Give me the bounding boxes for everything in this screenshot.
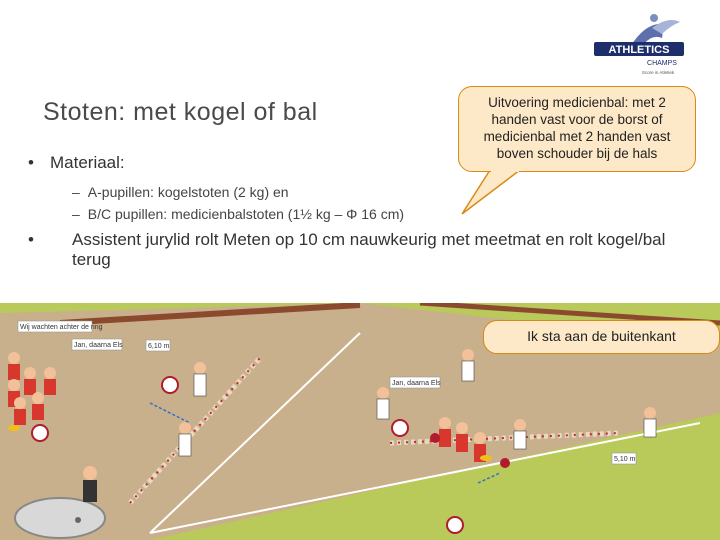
label-right-mid xyxy=(390,377,441,388)
svg-text:Jan, daarna Els: Jan, daarna Els xyxy=(392,380,441,387)
subitem-bc-pupillen xyxy=(72,206,404,222)
sub-text: A-pupillen: kogelstoten (2 kg) en xyxy=(87,184,289,200)
sub-dash: – xyxy=(72,184,80,200)
throwing-circle xyxy=(15,498,105,538)
svg-text:6,10 m: 6,10 m xyxy=(148,343,170,350)
bullet-text: Assistent jurylid rolt Meten op 10 cm nauwkeurig met meetmat en rolt kogel/bal terug xyxy=(72,230,666,269)
bullet-text: Materiaal: xyxy=(50,153,125,172)
sub-dash: – xyxy=(72,206,80,222)
svg-text:5,10 m: 5,10 m xyxy=(614,456,636,463)
callout-top: Uitvoering medicienbal: met 2 handen vast voor de borst of medicienbal met 2 handen vast boven schouder bij de hals xyxy=(458,86,696,172)
distance-label-left xyxy=(146,340,170,351)
logo-tagline: Score in Atletiek xyxy=(641,70,675,75)
subitem-a-pupillen xyxy=(72,184,289,200)
athlete-figure-icon xyxy=(632,14,680,44)
athletics-champs-logo xyxy=(592,12,692,78)
sub-text: B/C pupillen: medicienbalstoten (1½ kg – Φ 16 cm) xyxy=(87,206,405,222)
logo-sub: CHAMPS xyxy=(647,60,677,67)
bullet-materiaal xyxy=(28,153,125,173)
label-left-top xyxy=(18,321,103,332)
svg-text:Jan, daarna Els: Jan, daarna Els xyxy=(74,342,123,349)
callout-bottom: Ik sta aan de buitenkant xyxy=(483,320,720,354)
label-left-mid xyxy=(72,339,123,350)
bullet-dot: • xyxy=(28,153,34,172)
bullet-assistent xyxy=(28,230,688,270)
logo-name: ATHLETICS xyxy=(608,44,670,56)
bullet-dot: • xyxy=(28,230,34,249)
slide-title: Stoten: met kogel of bal xyxy=(43,98,318,126)
svg-text:Wij wachten achter de ring: Wij wachten achter de ring xyxy=(20,324,103,331)
distance-label-right xyxy=(612,453,636,464)
